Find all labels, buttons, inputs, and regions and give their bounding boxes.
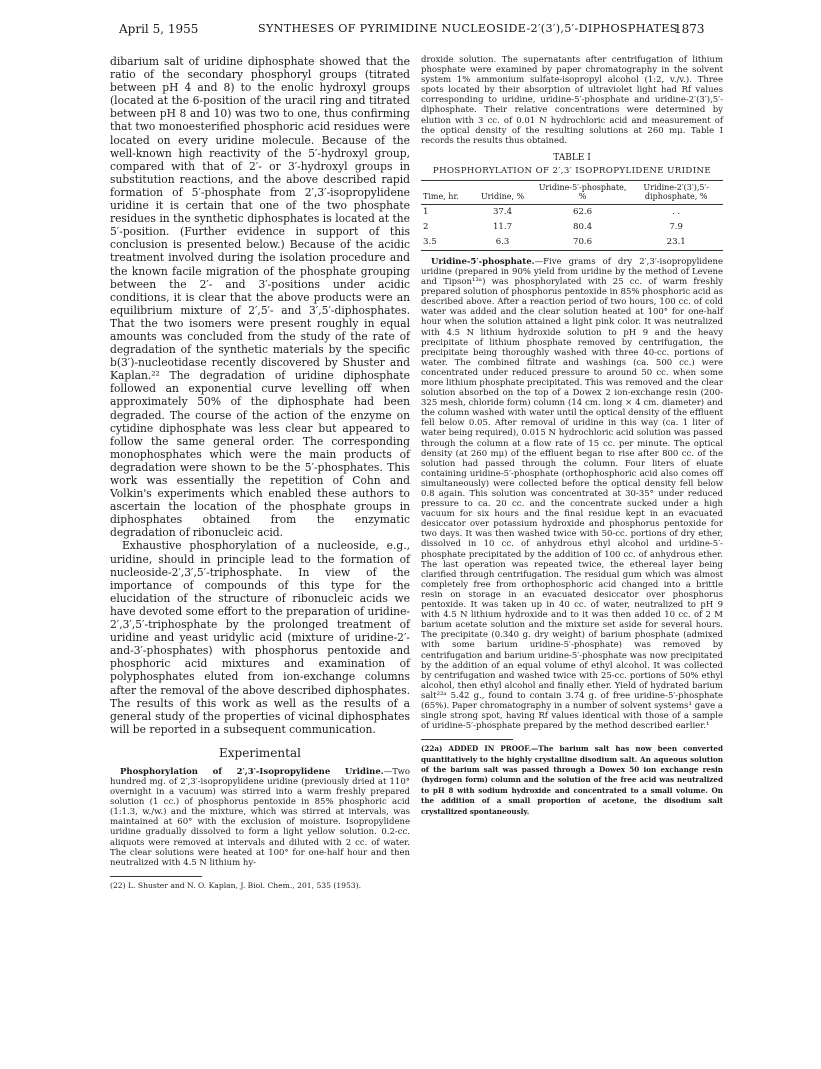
footnote-22: (22) L. Shuster and N. O. Kaplan, J. Biol. Chem., 201, 535 (1953). — [110, 880, 362, 890]
uridine-5-phosphate-text: —Five grams of dry 2′,3′-isopropylidene uridine (prepared in 90% yield from uridine by the method of Levene and Tipson¹³ᵃ) was phosphorylated with 25 cc. of warm freshly prepared solution of phosphorus pentoxide in 85% phosphoric acid as described above. After a reaction period of two hours, 100 cc. of cold water was added and the clear solution heated at 100° for one-half hour when the solution attained a light pink color. It was neutralized with 4.5 N lithium hydroxide solution to pH 9 and the heavy precipitate of lithium phosphate removed by centrifugation, the precipitate being thoroughly washed with three 40-cc. portions of water. The combined filtrate and washings (ca. 500 cc.) were concentrated under reduced pressure to around 50 cc. when some more lithium phosphate precipitated. This was removed and the clear solution absorbed on the top of a Dowex 2 ion-exchange resin (200-325 mesh, chloride form) column (14 cm. long × 4 cm. diameter) and the column washed with water until the optical density of the effluent fell below 0.05. After removal of uridine in this way (ca. 1 liter of water being required), 0.015 N hydrochloric acid solution was passed through the column at a flow rate of 15 cc. per minute. The optical density (at 260 mμ) of the effluent began to rise after 800 cc. of the solution had passed through the column. Four liters of eluate containing uridine-5′-phosphate (orthophosphoric acid also comes off simultaneously) were collected before the optical density fell below 0.8 again. This solution was concentrated at 30-35° under reduced pressure to ca. 20 cc. and the concentrate sucked under a high vacuum for six hours and the final residue kept in an evacuated desiccator over potassium hydroxide and phosphorus pentoxide for two days. It was then washed twice with 50-cc. portions of dry ether, dissolved in 10 cc. of anhydrous ethyl alcohol and uridine-5′-phosphate precipitated by the addition of 100 cc. of anhydrous ether. The last operation was repeated twice, the ethereal layer being clarified through centrifugation. The residual gum which was almost completely free from orthophosphoric acid changed into a brittle resin on storage in an evacuated desiccator over phosphorus pentoxide. It was taken up in 40 cc. of water, neutralized to pH 9 with 4.5 N lithium hydroxide and to it was then added 10 cc. of 2 M barium acetate solution and the mixture set aside for several hours. The precipitate (0.340 g. dry weight) of barium phosphate (admixed with some barium uridine-5′-phosphate) was removed by centrifugation and barium uridine-5′-phosphate was now precipitated by the addition of an equal volume of ethyl alcohol. It was collected by centrifugation and washed twice with 25-cc. portions of 50% ethyl alcohol, then ethyl alcohol and finally ether. Yield of hydrated barium salt²²ᵃ 5.42 g., found to contain 3.74 g. of free uridine-5′-phosphate (65%). Paper chromatography in a number of solvent systems¹ gave a single strong spot, having Rf values identical with those of a sample of uridine-5′-phosphate prepared by the method described earlier.¹ — [421, 256, 723, 732]
page-header — [0, 22, 821, 40]
right-paragraph-1: droxide solution. The supernatants after centrifugation of lithium phosphate were examined by paper chromatography in the solvent system 1% ammonium sulfate-isopropyl alcohol (1:2, v./v.). Three spots located by their absorption of ultraviolet light had Rf values corresponding to uridine, uridine-5′-phosphate and uridine-2′(3′),5′-diphosphate. Their relative concentrations were determined by elution with 3 cc. of 0.01 N hydrochloric acid and measurement of the optical density of the resulting solutions at 260 mμ. Table I records the results thus obtained. — [421, 55, 723, 146]
experimental-paragraph — [110, 767, 410, 868]
table-cell: 23.1 — [629, 235, 723, 251]
left-paragraph-2: Exhaustive phosphorylation of a nucleoside, e.g., uridine, should in principle lead to the formation of nucleoside-2′,3′,5′-triphosphate. In view of the importance of compounds of this type for the elucidation of the structure of ribonucleic acids we have devoted some effort to the preparation of uridine-2′,3′,5′-triphosphate by the prolonged treatment of uridine and yeast uridylic acid (mixture of uridine-2′-and-3′-phosphates) with phosphorus pentoxide and phosphoric acid mixtures and examination of polyphosphates eluted from ion-exchange columns after the removal of the above described diphosphates. The results of this work as well as the results of a general study of the properties of vicinal diphosphates will be reported in a subsequent communication. — [110, 539, 410, 736]
table-cell: 1 — [423, 206, 429, 217]
table-label: TABLE I — [553, 152, 591, 163]
footnote-22a: (22a) ADDED IN PROOF.—The barium salt has now been converted quantitatively to the highly crystalline disodium salt. An aqueous solution of the barium salt was passed through a Dowex 50 ion exchange resin (hydrogen form) column and the solution of the free acid was neutralized to pH 8 with sodium hydroxide and concentrated to a small volume. On the addition of a small proportion of acetone, the disodium salt crystallized spontaneously. — [421, 744, 723, 816]
left-paragraph-1: dibarium salt of uridine diphosphate showed that the ratio of the secondary phosphoryl groups (titrated between pH 4 and 8) to the enolic hydroxyl groups (located at the 6-position of the uracil ring and titrated between pH 8 and 10) was two to one, thus confirming that two monoesterified phosphoric acid residues were located on every uridine molecule. Because of the well-known high reactivity of the 5′-hydroxyl group, compared with that of 2′- or 3′-hydroxyl groups in substitution reactions, and the above described rapid formation of 5′-phosphate from 2′,3′-isopropylidene uridine it is certain that one of the two phosphate residues in the synthetic diphosphates is located at the 5′-position. (Further evidence in support of this conclusion is presented below.) Because of the acidic treatment involved during the isolation procedure and the known facile migration of the phosphate grouping between the 2′- and 3′-positions under acidic conditions, it is clear that the above products were an equilibrium mixture of 2′,5′- and 3′,5′-diphosphates. That the two isomers were present roughly in equal amounts was concluded from the study of the rate of degradation of the synthetic materials by the specific b(3′)-nucleotidase recently discovered by Shuster and Kaplan.²² The degradation of uridine diphosphate followed an exponential curve levelling off when approximately 50% of the diphosphate had been degraded. The course of the action of the enzyme on cytidine diphosphate was less clear but appeared to follow the same general order. The corresponding monophosphates which were the main products of degradation were shown to be the 5′-phosphates. This work was essentially the repetition of Cohn and Volkin's experiments which enabled these authors to ascertain the location of the phosphate groups in diphosphates obtained from the enzymatic degradation of ribonucleic acid. — [110, 55, 410, 540]
table-header-cell: Time, hr. — [421, 180, 469, 204]
page-number: 1873 — [674, 22, 705, 36]
table-row — [421, 204, 723, 220]
table-cell: 62.6 — [572, 206, 593, 217]
table-row — [421, 235, 723, 251]
table-cell: 2 — [423, 221, 429, 232]
uridine-5-phosphate-runin-heading: Uridine-5′-phosphate. — [431, 256, 535, 267]
table-cell: . . — [672, 206, 681, 217]
footnote-rule — [110, 876, 202, 877]
section-title: Experimental — [219, 745, 301, 760]
header-date: April 5, 1955 — [119, 22, 199, 36]
table-cell: 11.7 — [492, 221, 513, 232]
table-cell: 3.5 — [421, 235, 469, 251]
table-cell: 6.3 — [469, 235, 535, 251]
table-cell: 80.4 — [572, 221, 593, 232]
table-title: PHOSPHORYLATION OF 2′,3′ ISOPROPYLIDENE URIDINE — [432, 165, 712, 176]
running-title: SYNTHESES OF PYRIMIDINE NUCLEOSIDE-2′(3′),5′-DIPHOSPHATES — [258, 22, 678, 35]
experimental-runin-heading: Phosphorylation of 2′,3′-Isopropylidene Uridine. — [120, 766, 384, 777]
table-row — [421, 220, 723, 235]
table-header-row — [421, 180, 723, 204]
experimental-text: —Two hundred mg. of 2′,3′-isopropylidene uridine (previously dried at 110° overnight in a vacuum) was stirred into a warm freshly prepared solution (1 cc.) of phosphorus pentoxide in 85% phosphoric acid (1:1.3, w./w.) and the mixture, which was stirred at intervals, was maintained at 60° with the exclusion of moisture. Isopropylidene uridine gradually dissolved to form a light yellow solution. 0.2-cc. aliquots were removed at intervals and diluted with 2 cc. of water. The clear solutions were heated at 100° for one-half hour and then neutralized with 4.5 N lithium hy- — [110, 766, 410, 868]
table-header-cell: Uridine-2′(3′),5′-diphosphate, % — [629, 180, 723, 204]
right-column — [421, 55, 723, 817]
data-table — [421, 180, 723, 251]
table-cell: 7.9 — [669, 221, 684, 232]
footnote-rule — [421, 739, 513, 740]
uridine-5-phosphate-paragraph — [421, 257, 723, 731]
table-cell: 70.6 — [536, 235, 630, 251]
table-header-cell: Uridine-5′-phosphate, % — [536, 180, 630, 204]
table-cell: 37.4 — [492, 206, 513, 217]
left-column — [110, 55, 410, 890]
table-header-cell: Uridine, % — [469, 180, 535, 204]
